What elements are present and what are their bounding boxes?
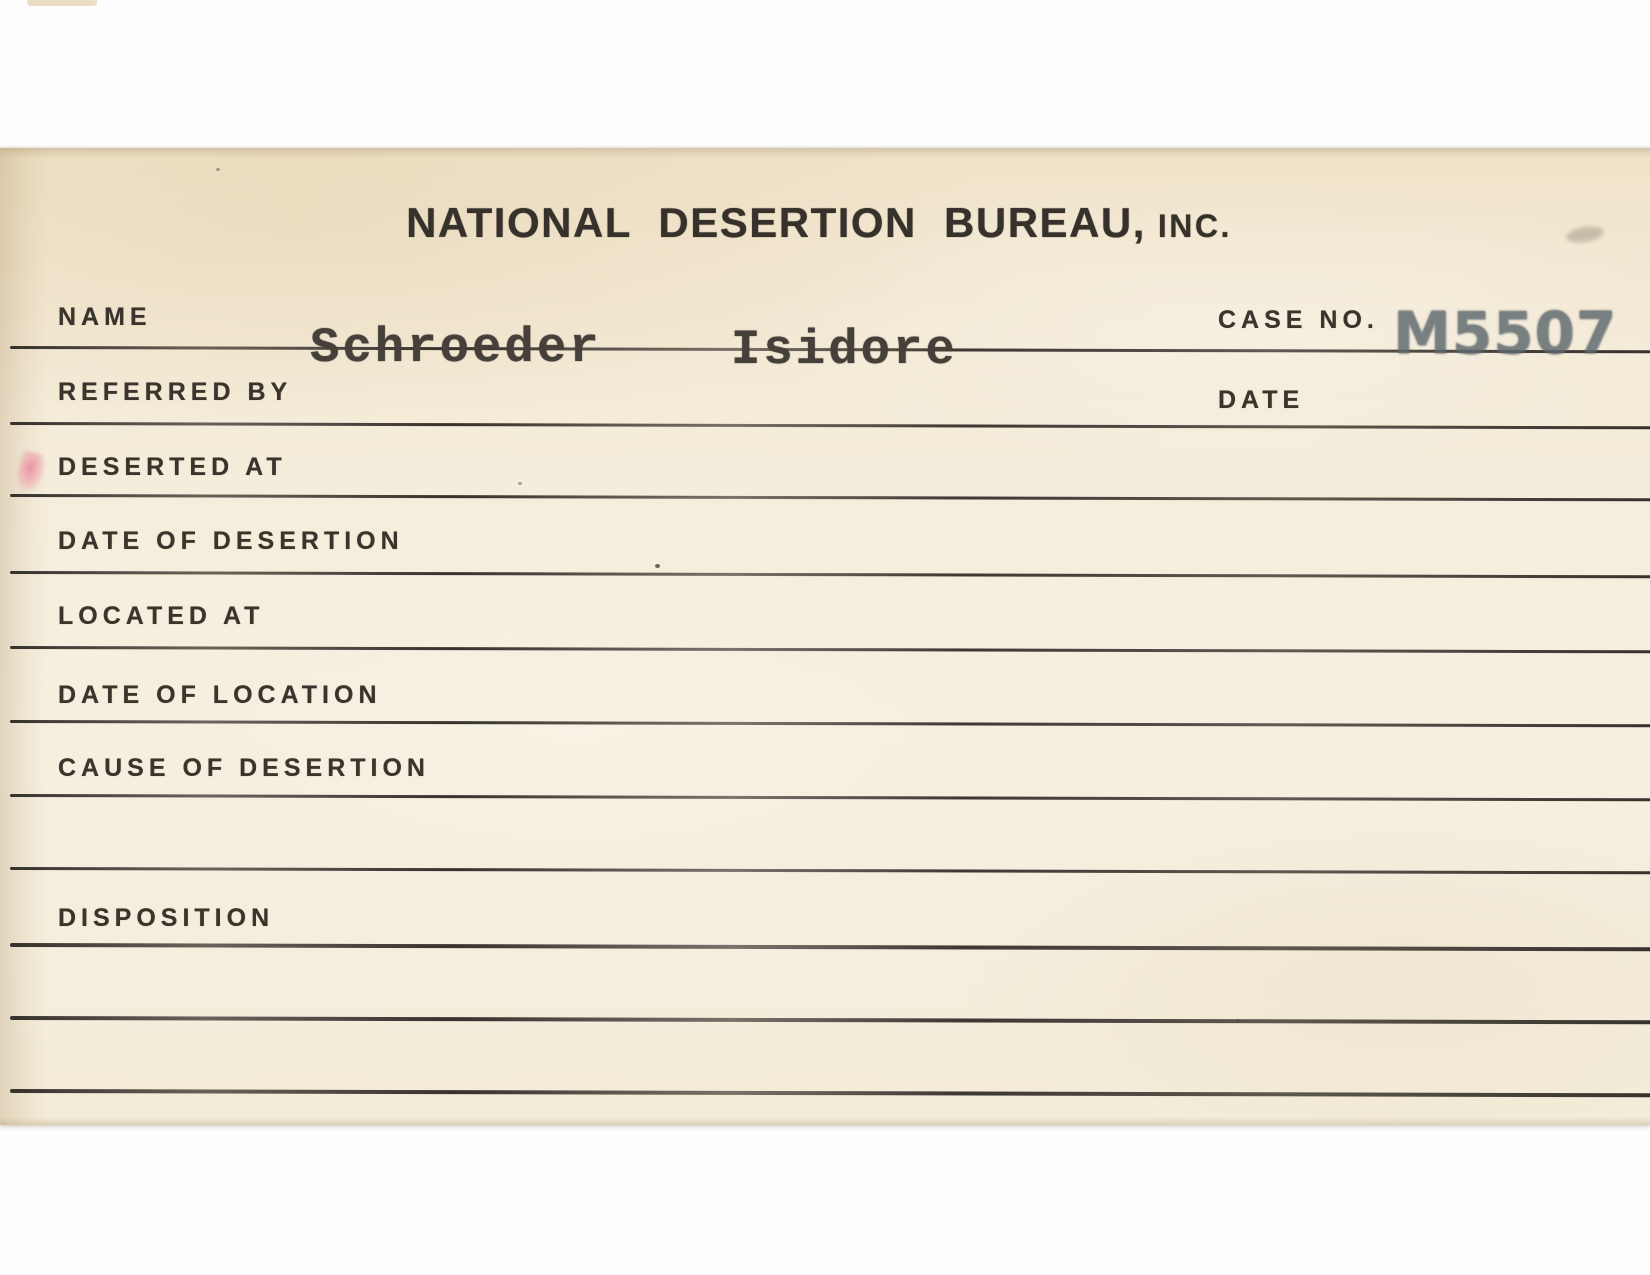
card-title-suffix: INC. xyxy=(1157,208,1232,244)
card-title xyxy=(0,199,1644,246)
ruled-line-date-of-location xyxy=(10,720,1650,727)
label-name: NAME xyxy=(58,303,152,331)
ruled-line-cause-of-desertion xyxy=(10,794,1650,801)
card-bottom-edge-shading xyxy=(0,1117,1650,1125)
label-case-no: CASE NO. xyxy=(1218,306,1379,334)
label-date-of-location: DATE OF LOCATION xyxy=(58,681,382,709)
typed-given-name: Isidore xyxy=(731,322,958,378)
ruled-line-blank-3 xyxy=(10,1089,1650,1097)
label-cause-of-desertion: CAUSE OF DESERTION xyxy=(58,754,430,782)
ink-speck xyxy=(518,482,522,485)
desertion-record-card xyxy=(0,148,1650,1125)
ruled-line-referred-by xyxy=(10,422,1650,429)
ink-speck xyxy=(655,564,660,568)
ink-speck xyxy=(216,168,220,171)
ruled-line-date-of-desertion xyxy=(10,571,1650,578)
scan-edge-artifact xyxy=(27,0,97,6)
label-date: DATE xyxy=(1218,386,1305,414)
ruled-line-located-at xyxy=(10,646,1650,653)
card-top-edge-shading xyxy=(0,148,1650,158)
card-title-main: NATIONAL DESERTION BUREAU, xyxy=(406,199,1146,246)
ruled-line-disposition xyxy=(10,943,1650,951)
label-disposition: DISPOSITION xyxy=(58,904,275,932)
stamped-case-number: M5507 xyxy=(1393,299,1618,367)
typed-surname: Schroeder xyxy=(310,320,602,376)
ruled-line-blank-1 xyxy=(10,867,1650,874)
label-date-of-desertion: DATE OF DESERTION xyxy=(58,527,404,555)
ruled-line-blank-2 xyxy=(10,1016,1650,1024)
card-left-edge-shading xyxy=(0,148,48,1125)
label-referred-by: REFERRED BY xyxy=(58,378,293,406)
ink-speck xyxy=(1236,1019,1239,1022)
label-located-at: LOCATED AT xyxy=(58,602,265,630)
ruled-line-deserted-at xyxy=(10,494,1650,501)
label-deserted-at: DESERTED AT xyxy=(58,453,287,481)
